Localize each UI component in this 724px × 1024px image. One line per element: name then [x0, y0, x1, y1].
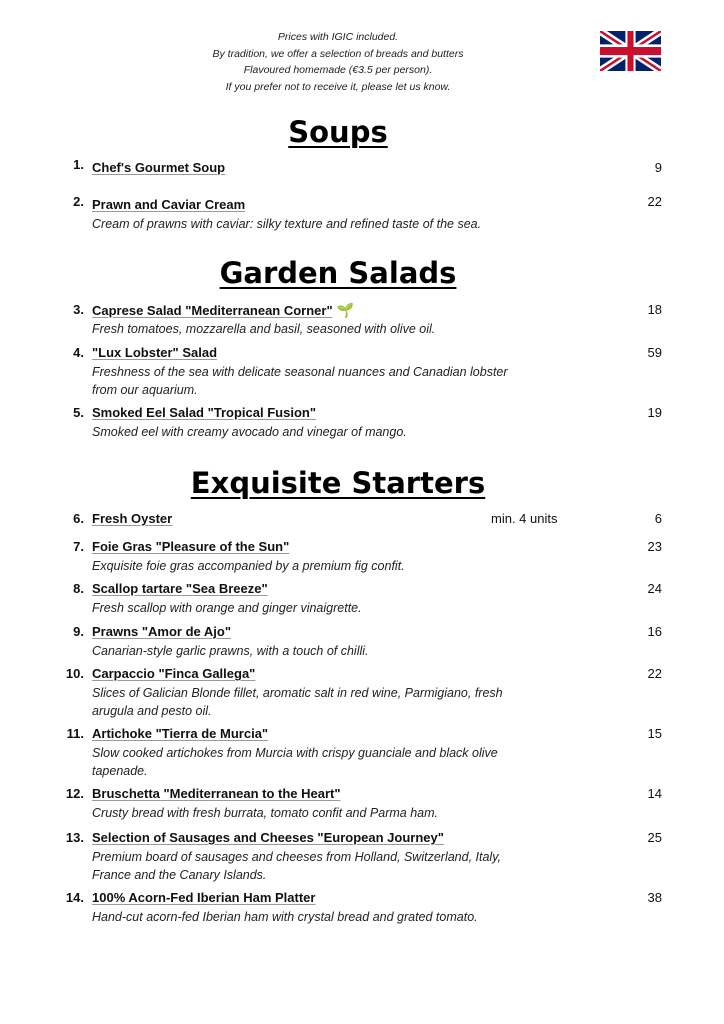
- item-description: [92, 215, 572, 233]
- item-name-text[interactable]: Scallop tartare "Sea Breeze": [92, 581, 268, 596]
- item-description: [92, 684, 572, 720]
- item-number: 1.: [73, 157, 84, 172]
- item-price: 59: [647, 345, 662, 360]
- description-line: Slow cooked artichokes from Murcia with crispy guanciale and black olive: [92, 746, 498, 760]
- pricing-notice: [200, 29, 476, 95]
- item-description: [92, 363, 572, 399]
- item-description: [92, 804, 572, 822]
- item-description: [92, 599, 572, 617]
- item-name[interactable]: [92, 511, 172, 526]
- item-price: 25: [647, 830, 662, 845]
- description-line: from our aquarium.: [92, 383, 198, 397]
- description-line: Cream of prawns with caviar: silky texture and refined taste of the sea.: [92, 217, 482, 231]
- item-name[interactable]: [92, 666, 255, 681]
- description-line: Canarian-style garlic prawns, with a touch of chilli.: [92, 644, 369, 658]
- description-line: Smoked eel with creamy avocado and vinegar of mango.: [92, 425, 407, 439]
- item-number: 5.: [73, 405, 84, 420]
- item-name-text[interactable]: Caprese Salad "Mediterranean Corner": [92, 303, 333, 318]
- notice-line: By tradition, we offer a selection of breads and butters: [212, 47, 464, 60]
- item-price: 9: [654, 160, 662, 175]
- item-name-text[interactable]: Artichoke "Tierra de Murcia": [92, 726, 269, 741]
- notice-line: If you prefer not to receive it, please let us know.: [225, 80, 451, 93]
- description-line: France and the Canary Islands.: [92, 868, 267, 882]
- item-description: [92, 320, 572, 338]
- section-heading-garden-salads: Garden Salads: [219, 256, 457, 290]
- item-description: [92, 908, 572, 926]
- description-line: Premium board of sausages and cheeses from Holland, Switzerland, Italy,: [92, 850, 501, 864]
- item-price: 6: [654, 511, 662, 526]
- item-name-text[interactable]: 100% Acorn-Fed Iberian Ham Platter: [92, 890, 316, 905]
- notice-line: Flavoured homemade (€3.5 per person).: [243, 64, 433, 76]
- item-price: 14: [647, 786, 662, 801]
- item-number: 9.: [73, 624, 84, 639]
- item-name-text[interactable]: "Lux Lobster" Salad: [92, 345, 218, 360]
- item-price: 18: [647, 302, 662, 317]
- item-name[interactable]: [92, 160, 225, 175]
- item-name[interactable]: [92, 302, 354, 319]
- item-name[interactable]: [92, 345, 217, 360]
- item-name[interactable]: [92, 830, 444, 845]
- item-name-text[interactable]: Chef's Gourmet Soup: [92, 160, 226, 175]
- item-name[interactable]: [92, 405, 316, 420]
- item-description: [92, 848, 572, 884]
- item-name[interactable]: [92, 624, 231, 639]
- description-line: Fresh scallop with orange and ginger vinaigrette.: [92, 601, 362, 615]
- item-name-text[interactable]: Foie Gras "Pleasure of the Sun": [92, 539, 290, 554]
- description-line: tapenade.: [92, 764, 148, 778]
- item-name-text[interactable]: Bruschetta "Mediterranean to the Heart": [92, 786, 341, 801]
- item-name-text[interactable]: Prawns "Amor de Ajo": [92, 624, 231, 639]
- item-price: 22: [647, 666, 662, 681]
- item-number: 12.: [65, 786, 84, 801]
- item-description: [92, 557, 572, 575]
- item-name[interactable]: [92, 726, 268, 741]
- item-description: [92, 423, 572, 441]
- description-line: Slices of Galician Blonde fillet, aromatic salt in red wine, Parmigiano, fresh: [92, 686, 503, 700]
- item-price: 24: [647, 581, 662, 596]
- item-number: 3.: [73, 302, 84, 317]
- description-line: Fresh tomatoes, mozzarella and basil, seasoned with olive oil.: [92, 322, 436, 336]
- item-price: 22: [647, 194, 662, 209]
- item-number: 14.: [65, 890, 84, 905]
- uk-flag-icon[interactable]: [600, 31, 661, 71]
- item-number: 4.: [73, 345, 84, 360]
- item-note: min. 4 units: [491, 511, 558, 526]
- item-name[interactable]: [92, 786, 341, 801]
- item-name-text[interactable]: Fresh Oyster: [92, 511, 173, 526]
- item-number: 8.: [73, 581, 84, 596]
- description-line: arugula and pesto oil.: [92, 704, 212, 718]
- item-name-text[interactable]: Smoked Eel Salad "Tropical Fusion": [92, 405, 316, 420]
- description-line: Exquisite foie gras accompanied by a premium fig confit.: [92, 559, 405, 573]
- description-line: Freshness of the sea with delicate seasonal nuances and Canadian lobster: [92, 365, 508, 379]
- section-heading-exquisite-starters: Exquisite Starters: [190, 466, 486, 500]
- item-number: 2.: [73, 194, 84, 209]
- item-name[interactable]: [92, 890, 315, 905]
- item-number: 6.: [73, 511, 84, 526]
- item-number: 10.: [65, 666, 84, 681]
- item-number: 13.: [65, 830, 84, 845]
- item-name-text[interactable]: Carpaccio "Finca Gallega": [92, 666, 256, 681]
- notice-line: Prices with IGIC included.: [277, 31, 399, 43]
- item-price: 16: [647, 624, 662, 639]
- item-number: 11.: [66, 726, 84, 741]
- item-name-text[interactable]: Selection of Sausages and Cheeses "European Journey": [92, 830, 444, 845]
- sprout-icon: 🌱: [336, 302, 355, 318]
- item-description: [92, 744, 572, 780]
- item-name[interactable]: [92, 197, 245, 212]
- description-line: Crusty bread with fresh burrata, tomato confit and Parma ham.: [92, 806, 438, 820]
- item-name[interactable]: [92, 581, 268, 596]
- section-heading-soups: Soups: [288, 115, 388, 149]
- item-price: 23: [647, 539, 662, 554]
- item-description: [92, 642, 572, 660]
- item-price: 19: [647, 405, 662, 420]
- item-price: 15: [647, 726, 662, 741]
- item-name[interactable]: [92, 539, 289, 554]
- item-price: 38: [647, 890, 662, 905]
- item-number: 7.: [73, 539, 84, 554]
- description-line: Hand-cut acorn-fed Iberian ham with crystal bread and grated tomato.: [92, 910, 478, 924]
- item-name-text[interactable]: Prawn and Caviar Cream: [92, 197, 246, 212]
